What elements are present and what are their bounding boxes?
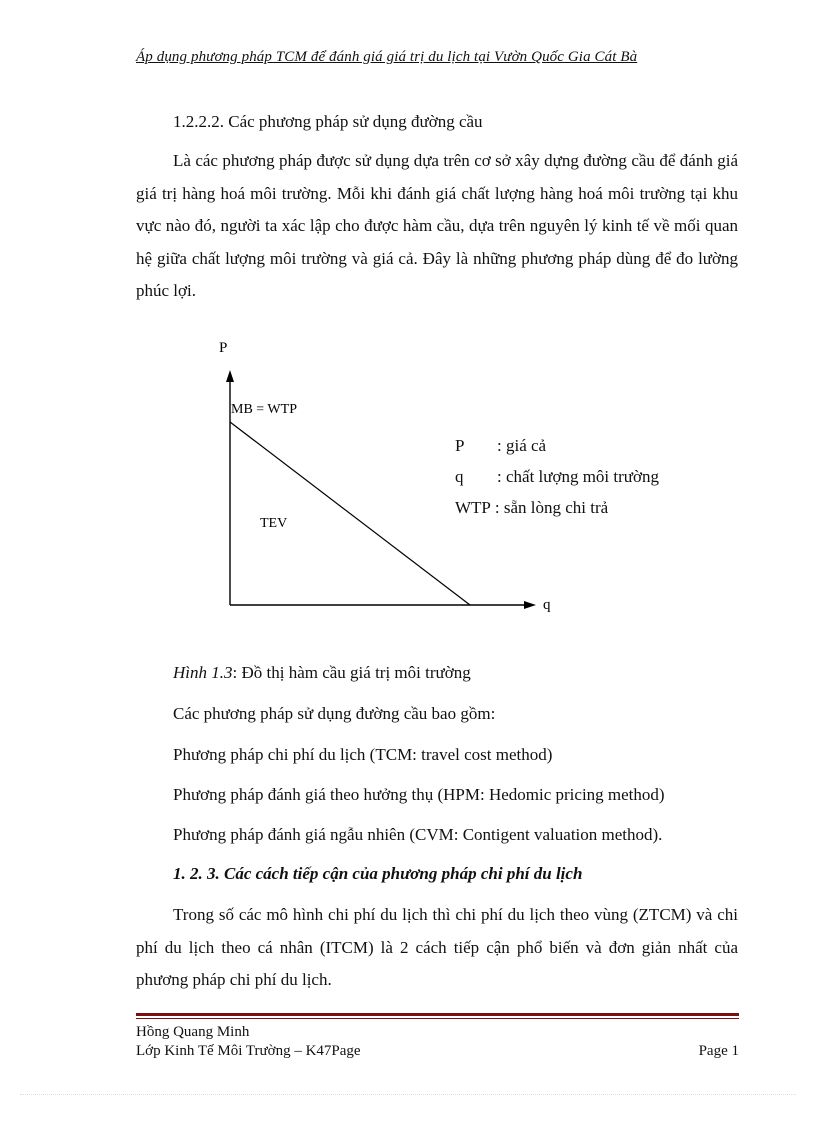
footer-divider-thin — [136, 1018, 739, 1019]
chart-legend — [455, 430, 659, 523]
page-header: Áp dụng phương pháp TCM để đánh giá giá trị du lịch tại Vườn Quốc Gia Cát Bà — [136, 49, 638, 65]
list-item: Phương pháp đánh giá ngẫu nhiên (CVM: Contigent valuation method). — [173, 825, 663, 844]
page-bottom-border — [20, 1094, 796, 1095]
y-axis-arrow — [226, 370, 234, 382]
list-item: Phương pháp đánh giá theo hưởng thụ (HPM: Hedomic pricing method) — [173, 785, 665, 804]
curve-label: MB = WTP — [231, 402, 297, 417]
caption-label: Hình 1.3 — [173, 663, 233, 682]
page-number: Page 1 — [698, 1043, 739, 1059]
subsection-title: 1. 2. 3. Các cách tiếp cận của phương pháp chi phí du lịch — [173, 864, 583, 883]
legend-symbol: q — [455, 467, 464, 486]
legend-symbol: P — [455, 436, 465, 455]
legend-row — [455, 461, 659, 492]
demand-curve-line — [230, 422, 470, 605]
legend-text: : giá cả — [497, 436, 547, 455]
x-axis-label: q — [543, 597, 551, 613]
legend-text: : chất lượng môi trường — [497, 467, 659, 486]
legend-row — [455, 492, 659, 523]
list-item: Phương pháp chi phí du lịch (TCM: travel cost method) — [173, 745, 553, 764]
figure-caption — [173, 663, 471, 683]
legend-row — [455, 430, 659, 461]
footer-author: Hồng Quang Minh — [136, 1024, 250, 1040]
footer-divider — [136, 1013, 739, 1016]
list-intro: Các phương pháp sử dụng đường cầu bao gồm: — [173, 704, 496, 723]
footer-class: Lớp Kinh Tế Môi Trường – K47Page — [136, 1043, 361, 1059]
area-label: TEV — [260, 516, 288, 531]
page-footer — [136, 1023, 739, 1061]
x-axis-arrow — [524, 601, 536, 609]
legend-symbol: WTP — [455, 498, 491, 517]
section-title: 1.2.2.2. Các phương pháp sử dụng đường cầu — [173, 112, 483, 131]
y-axis-label: P — [219, 340, 228, 356]
legend-text: : sẵn lòng chi trả — [494, 498, 609, 517]
paragraph-approaches: Trong số các mô hình chi phí du lịch thì chi phí du lịch theo vùng (ZTCM) và chi phí du lịch theo cá nhân (ITCM) là 2 cách tiếp cận phổ biến và đơn giản nhất của phương pháp chi phí du lịch. — [136, 905, 738, 989]
caption-text: : Đồ thị hàm cầu giá trị môi trường — [232, 663, 471, 682]
paragraph-demand-methods: Là các phương pháp được sử dụng dựa trên cơ sở xây dựng đường cầu để đánh giá giá trị hàng hoá môi trường. Mỗi khi đánh giá chất lượng hàng hoá môi trường tại khu vực nào đó, người ta xác lập cho được hàm cầu, dựa trên nguyên lý kinh tế về mối quan hệ giữa chất lượng môi trường và giá cả. Đây là những phương pháp dùng để đo lường phúc lợi. — [136, 151, 738, 300]
